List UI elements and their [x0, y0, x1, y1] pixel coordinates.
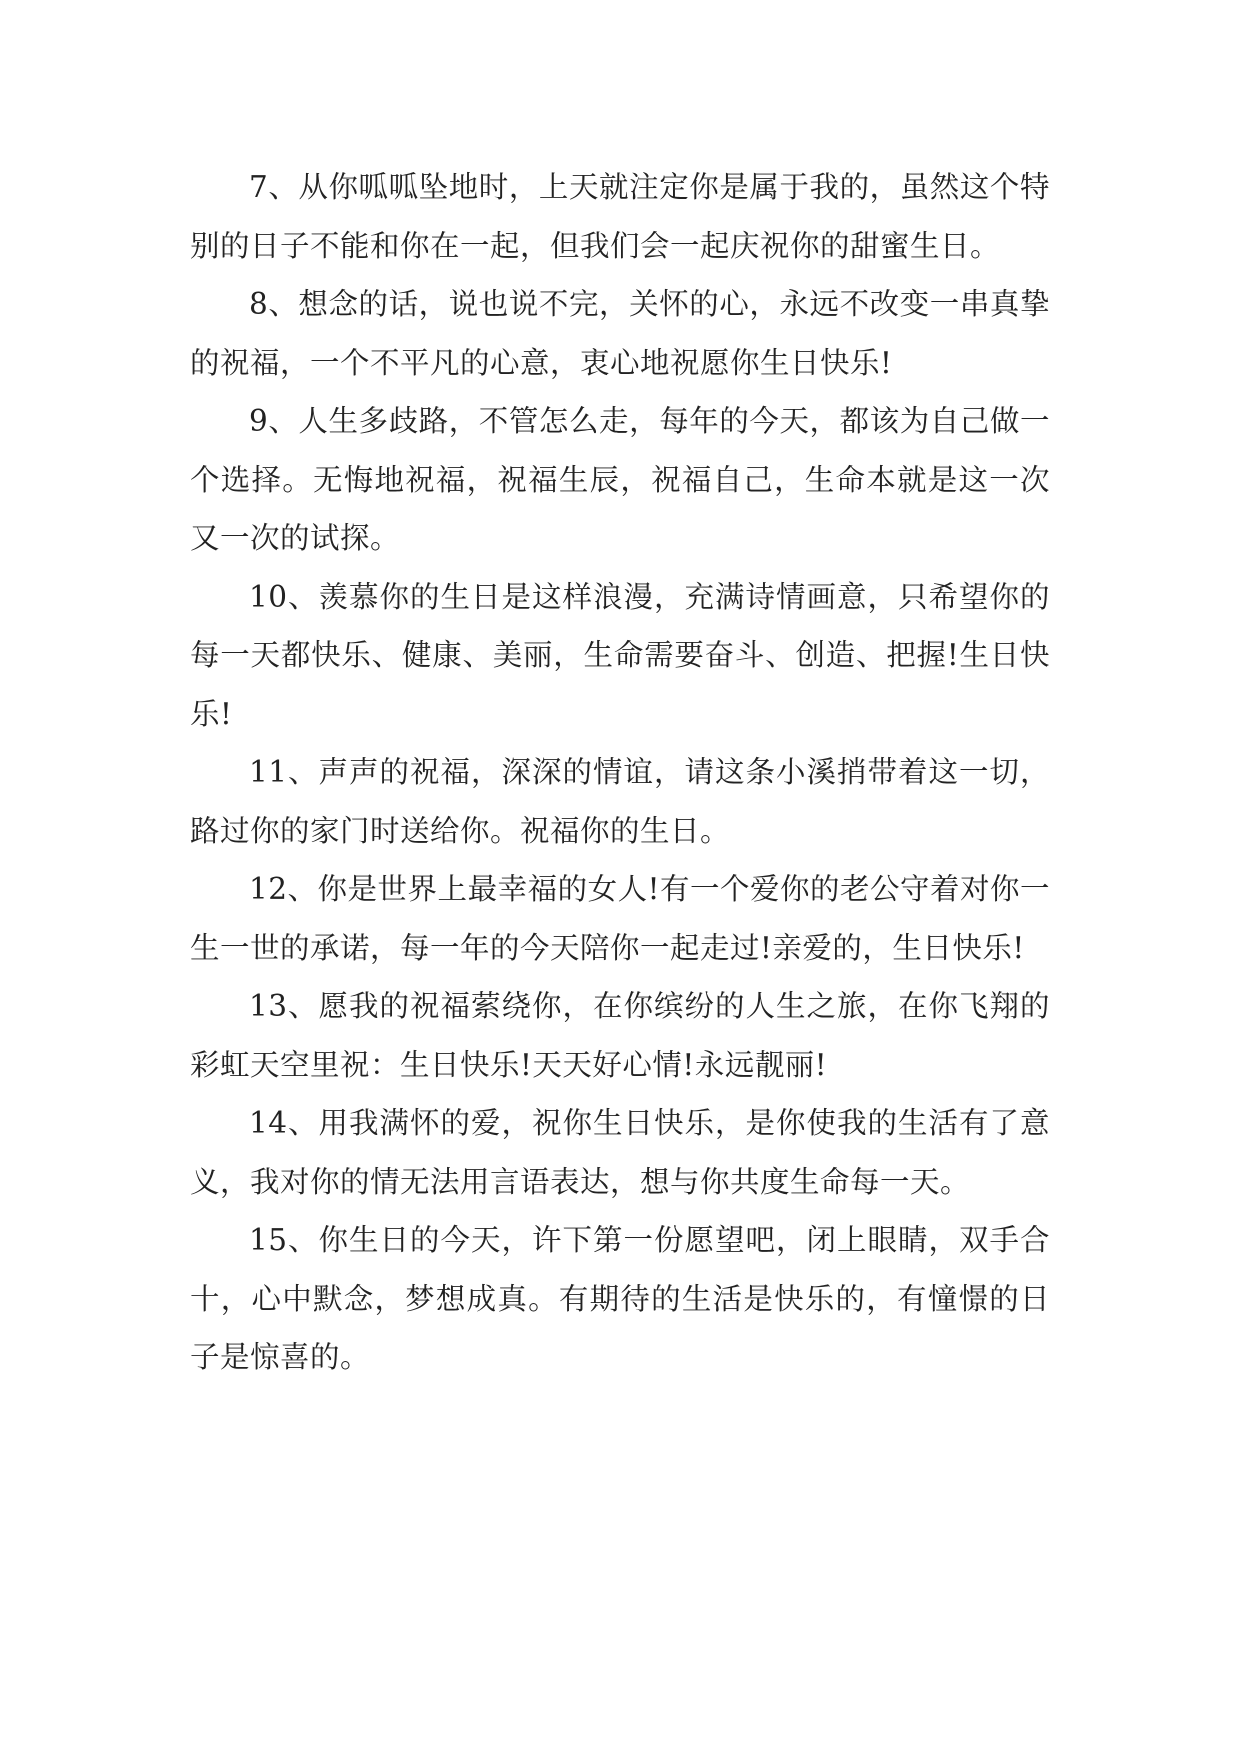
paragraph-12: 12、你是世界上最幸福的女人!有一个爱你的老公守着对你一生一世的承诺，每一年的今天陪你一起走过!亲爱的，生日快乐! [190, 872, 1050, 965]
paragraph-10: 10、羡慕你的生日是这样浪漫，充满诗情画意，只希望你的每一天都快乐、健康、美丽，生命需要奋斗、创造、把握!生日快乐! [190, 579, 1050, 731]
paragraph-8: 8、想念的话，说也说不完，关怀的心，永远不改变一串真挚的祝福，一个不平凡的心意，衷心地祝愿你生日快乐! [190, 287, 1050, 380]
paragraph-14: 14、用我满怀的爱，祝你生日快乐，是你使我的生活有了意义，我对你的情无法用言语表达，想与你共度生命每一天。 [190, 1106, 1050, 1199]
paragraph-11: 11、声声的祝福，深深的情谊，请这条小溪捎带着这一切，路过你的家门时送给你。祝福你的生日。 [190, 755, 1050, 848]
paragraph-15: 15、你生日的今天，许下第一份愿望吧，闭上眼睛，双手合十，心中默念，梦想成真。有期待的生活是快乐的，有憧憬的日子是惊喜的。 [190, 1223, 1050, 1374]
paragraph-7: 7、从你呱呱坠地时，上天就注定你是属于我的，虽然这个特别的日子不能和你在一起，但我们会一起庆祝你的甜蜜生日。 [190, 170, 1050, 263]
paragraph-13: 13、愿我的祝福萦绕你，在你缤纷的人生之旅，在你飞翔的彩虹天空里祝：生日快乐!天天好心情!永远靓丽! [190, 989, 1050, 1082]
document-body [190, 158, 1050, 1387]
paragraph-9: 9、人生多歧路，不管怎么走，每年的今天，都该为自己做一个选择。无悔地祝福，祝福生辰，祝福自己，生命本就是这一次又一次的试探。 [190, 404, 1050, 555]
